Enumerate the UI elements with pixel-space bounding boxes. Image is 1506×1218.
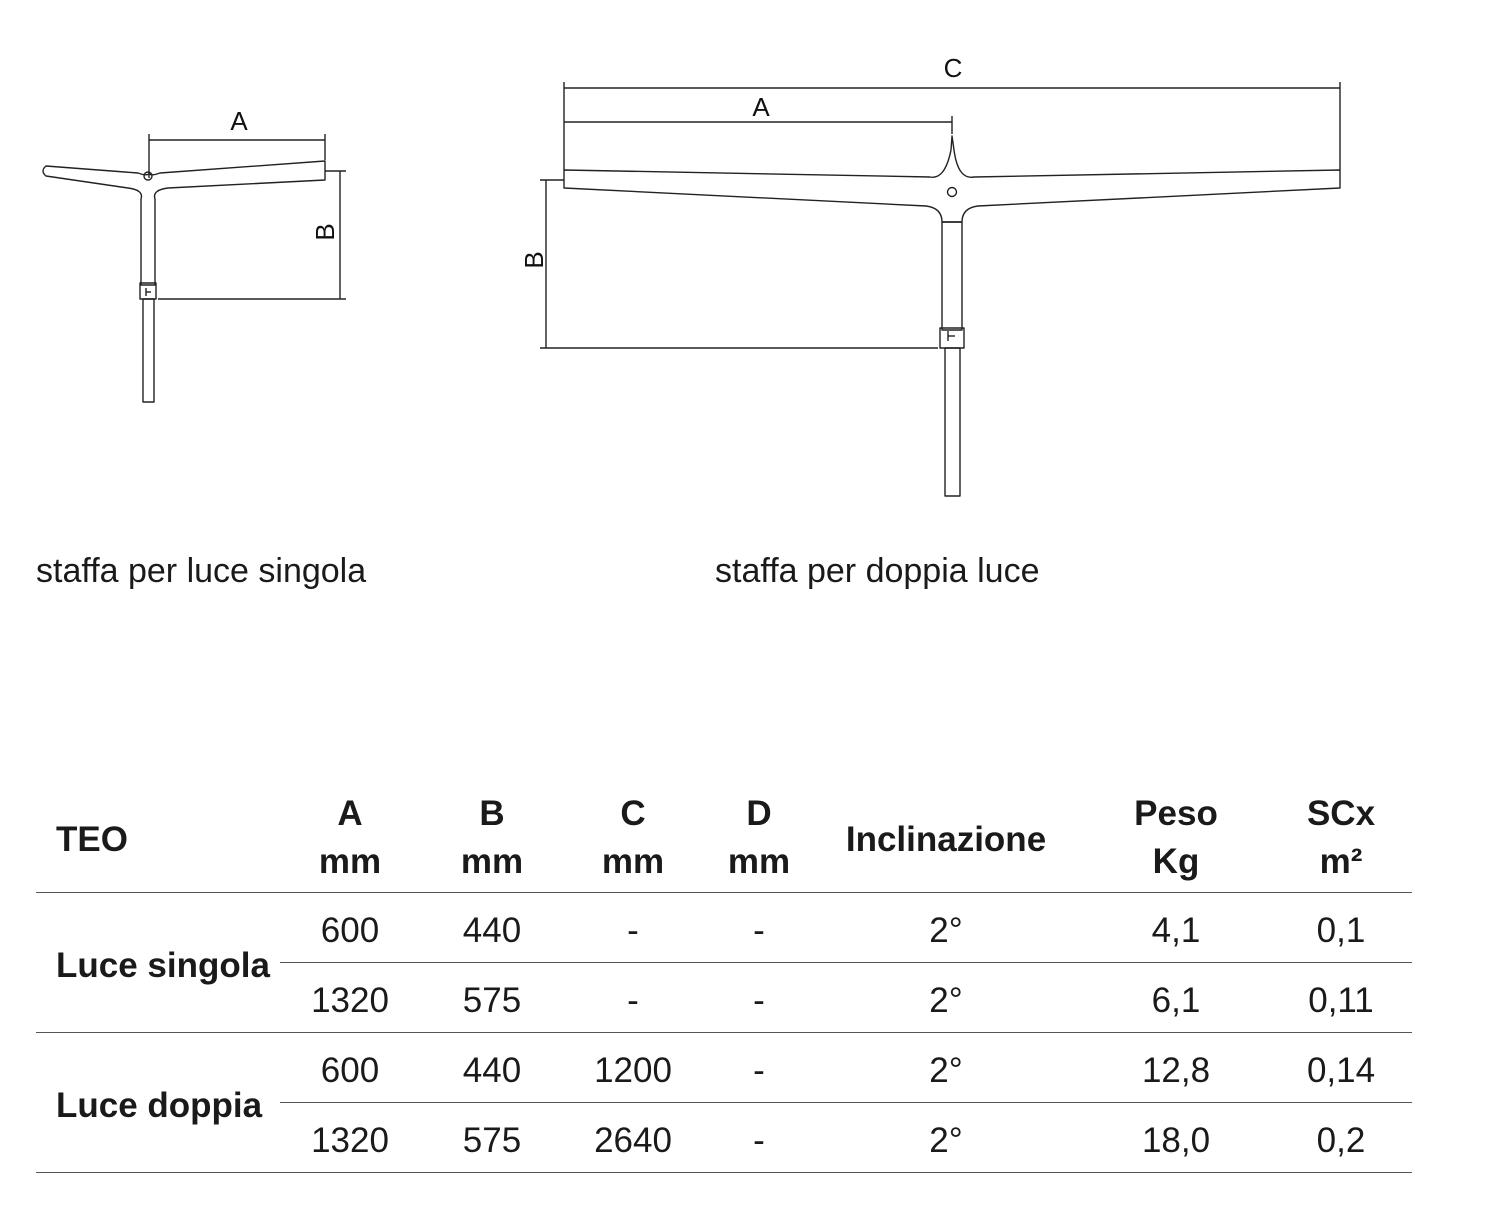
cell-scx: 0,1 (1316, 911, 1366, 950)
cell-d: - (753, 1051, 765, 1090)
table-row (36, 977, 1412, 1025)
group-divider (36, 1032, 1412, 1033)
header-d: D mm (727, 794, 791, 881)
cell-b: 440 (462, 911, 522, 950)
cell-a: 600 (320, 1051, 380, 1090)
header-teo: TEO (56, 820, 128, 859)
cell-b: 575 (462, 981, 522, 1020)
cell-inclinazione: 2° (929, 981, 963, 1020)
cell-inclinazione: 2° (929, 1121, 963, 1160)
cell-peso: 18,0 (1141, 1121, 1211, 1160)
technical-drawings (0, 0, 1506, 520)
cell-a: 1320 (311, 1121, 389, 1160)
cell-c: 2640 (594, 1121, 672, 1160)
cell-b: 440 (462, 1051, 522, 1090)
cell-c: - (627, 981, 639, 1020)
cell-scx: 0,11 (1308, 981, 1374, 1020)
cell-d: - (753, 981, 765, 1020)
cell-d: - (753, 1121, 765, 1160)
double-dim-b-label: B (519, 251, 549, 269)
double-dim-c-label: C (943, 53, 963, 83)
table-header-row (36, 790, 1412, 893)
single-dim-a-label: A (230, 106, 248, 136)
row-divider (280, 962, 1412, 963)
double-bracket-drawing (540, 82, 1340, 496)
caption-double-bracket: staffa per doppia luce (715, 552, 1040, 590)
table-row (36, 907, 1412, 955)
cell-a: 1320 (311, 981, 389, 1020)
cell-scx: 0,14 (1306, 1051, 1376, 1090)
header-peso: Peso Kg (1134, 794, 1218, 881)
cell-b: 575 (462, 1121, 522, 1160)
table-bottom-border (36, 1172, 1412, 1173)
cell-d: - (753, 911, 765, 950)
single-dim-b-label: B (310, 223, 340, 241)
cell-peso: 4,1 (1151, 911, 1201, 950)
double-dim-a-label: A (752, 92, 770, 122)
cell-inclinazione: 2° (929, 911, 963, 950)
group-label-double: Luce doppia (56, 1086, 263, 1125)
cell-peso: 6,1 (1151, 981, 1201, 1020)
header-scx: SCx m² (1306, 794, 1376, 881)
row-divider (280, 1102, 1412, 1103)
table-row (36, 1047, 1412, 1095)
header-a: A mm (318, 794, 382, 881)
cell-c: 1200 (594, 1051, 672, 1090)
single-bracket-drawing (43, 134, 346, 402)
cell-peso: 12,8 (1141, 1051, 1211, 1090)
header-inclinazione: Inclinazione (845, 820, 1047, 859)
caption-single-bracket: staffa per luce singola (36, 552, 367, 590)
cell-a: 600 (320, 911, 380, 950)
header-b: B mm (460, 794, 524, 881)
cell-scx: 0,2 (1316, 1121, 1366, 1160)
cell-inclinazione: 2° (929, 1051, 963, 1090)
group-label-single: Luce singola (56, 946, 270, 985)
header-c: C mm (601, 794, 665, 881)
cell-c: - (627, 911, 639, 950)
table-row (36, 1117, 1412, 1165)
